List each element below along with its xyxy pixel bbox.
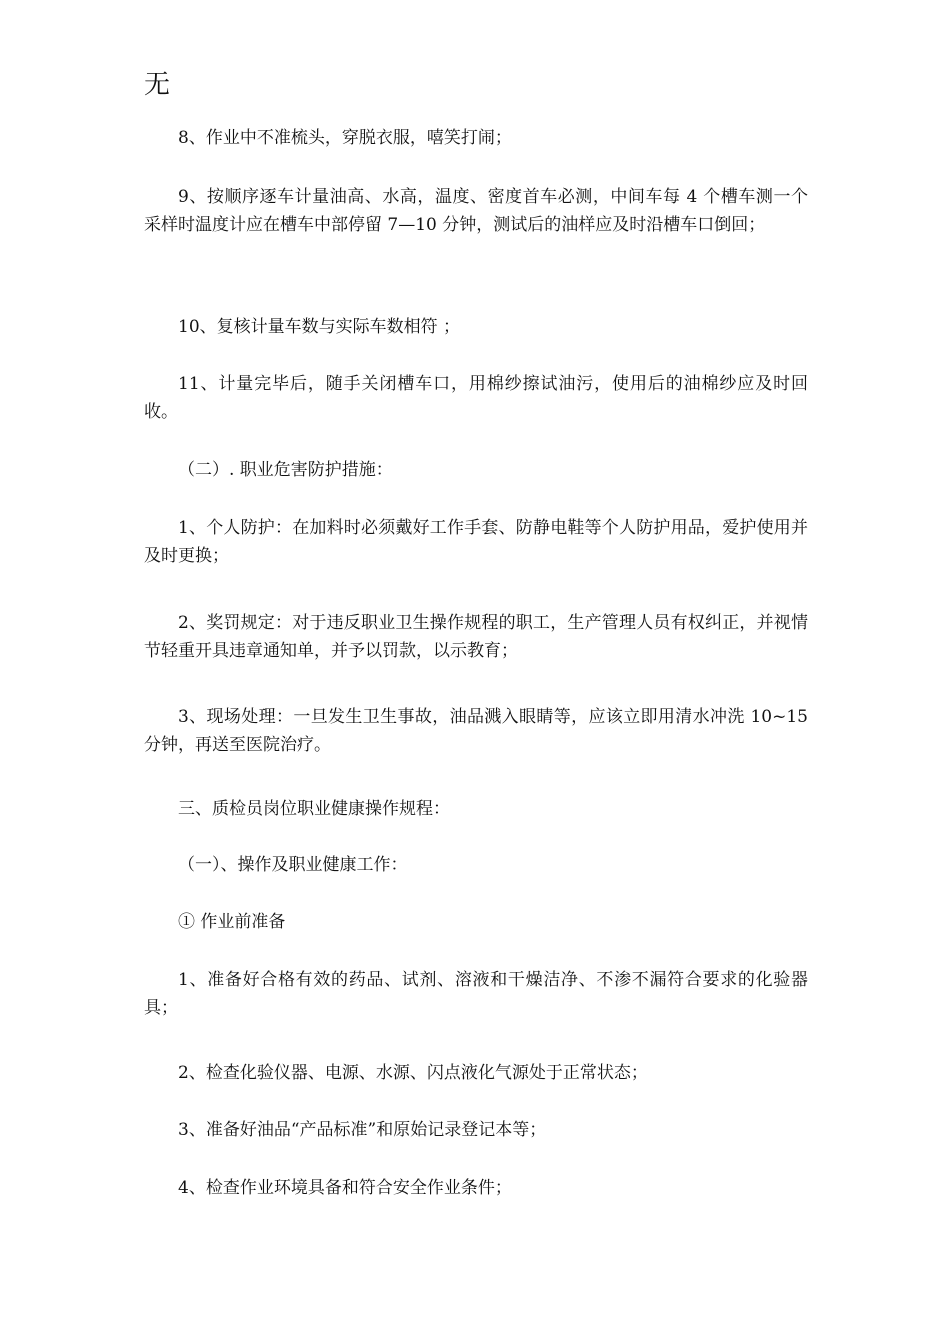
paragraph-item-10: 10、复核计量车数与实际车数相符 ；	[178, 317, 461, 337]
paragraph-personal-protection: 1、个人防护：在加料时必须戴好工作手套、防静电鞋等个人防护用品，爱护使用并及时更换；	[144, 518, 808, 566]
top-heading: 无	[144, 70, 171, 100]
paragraph-item-11: 11、计量完毕后，随手关闭槽车口，用棉纱擦试油污，使用后的油棉纱应及时回收。	[144, 374, 808, 422]
paragraph-item-8: 8、作业中不准梳头，穿脱衣服，嘻笑打闹；	[178, 128, 512, 148]
paragraph-check-instruments: 2、检查化验仪器、电源、水源、闪点液化气源处于正常状态；	[178, 1063, 648, 1083]
subsection-heading-operations: （一）、操作及职业健康工作：	[178, 855, 408, 875]
subsection-heading-preparation: ① 作业前准备	[178, 912, 286, 932]
paragraph-prepare-standards: 3、准备好油品“产品标准”和原始记录登记本等；	[178, 1120, 547, 1140]
paragraph-item-9: 9、按顺序逐车计量油高、水高，温度、密度首车必测，中间车每 4 个槽车测一个 采样时温度计应在槽车中部停留 7—10 分钟，测试后的油样应及时沿槽车口倒回；	[144, 187, 808, 235]
paragraph-onsite-handling: 3、现场处理：一旦发生卫生事故，油品溅入眼睛等，应该立即用清水冲洗 10~15 分钟，再送至医院治疗。	[144, 707, 808, 755]
paragraph-check-environment: 4、检查作业环境具备和符合安全作业条件；	[178, 1178, 512, 1198]
paragraph-reward-punishment: 2、奖罚规定：对于违反职业卫生操作规程的职工，生产管理人员有权纠正，并视情节轻重开具违章通知单，并予以罚款，以示教育；	[144, 613, 808, 661]
section-heading-quality-inspector: 三、质检员岗位职业健康操作规程：	[178, 799, 450, 819]
section-heading-occupational-hazard: （二）. 职业危害防护措施：	[178, 460, 393, 480]
paragraph-prepare-reagents: 1、准备好合格有效的药品、试剂、溶液和干燥洁净、不渗不漏符合要求的化验器具；	[144, 970, 808, 1018]
